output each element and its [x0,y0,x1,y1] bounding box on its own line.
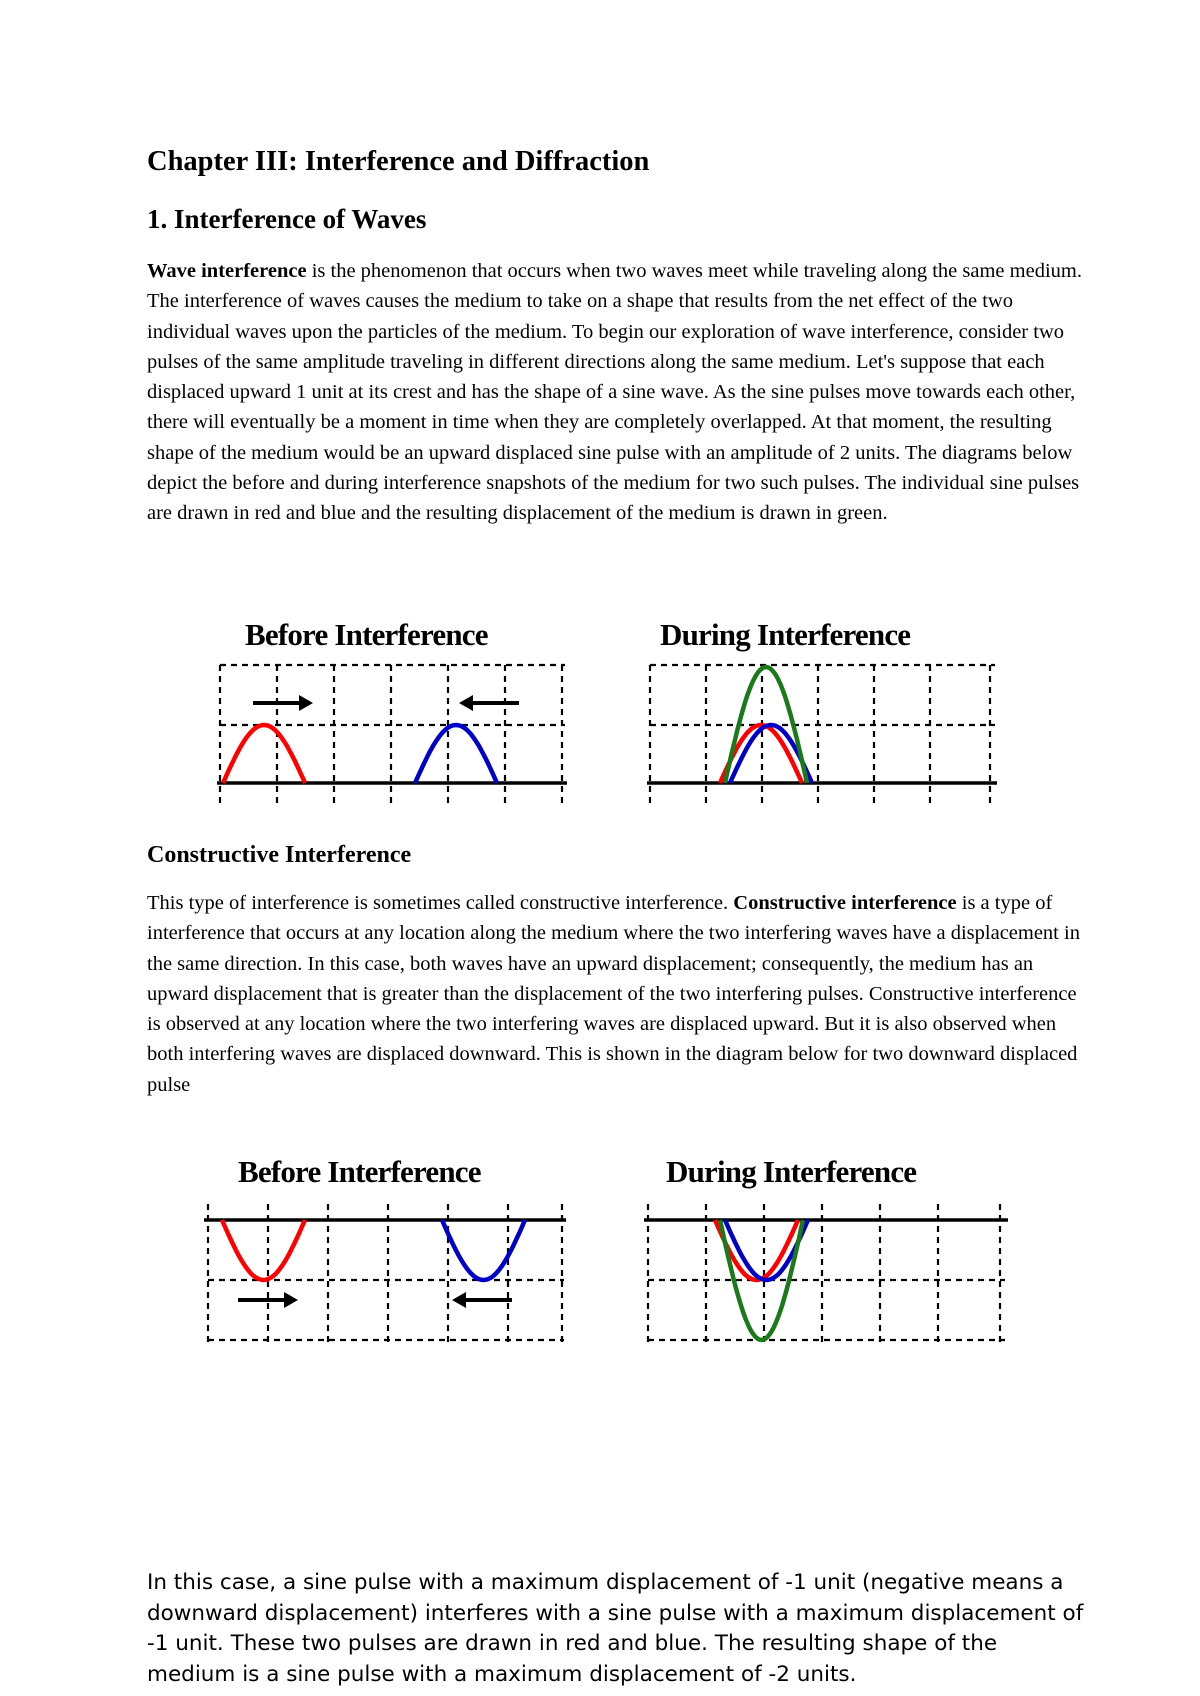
section-heading: 1. Interference of Waves [147,204,427,234]
wave-interference-term: Wave interference [147,260,307,282]
panel-during-upward [647,617,997,803]
figure-downward-pulses [200,1148,1015,1348]
chapter-title: Chapter III: Interference and Diffraction [147,146,650,177]
during-interference-title: During Interference [660,617,911,652]
red-pulse [223,725,305,783]
panel-before-upward [217,617,567,803]
red-pulse [222,1220,305,1280]
intro-paragraph-text: is the phenomenon that occurs when two waves meet while traveling along the same medium. The interference of waves causes the medium to take on a shape that results from the net effect of the two individual waves upon the particles of the medium. To begin our exploration of wave interference, consider two pulses of the same amplitude traveling in different directions along the same medium. Let's suppose that each displaced upward 1 unit at its crest and has the shape of a sine wave. As the sine pulses move towards each other, there will eventually be a moment in time when they are completely overlapped. At that moment, the resulting shape of the medium would be an upward displaced sine pulse with an amplitude of 2 units. The diagrams below depict the before and during interference snapshots of the medium for two such pulses. The individual sine pulses are drawn in red and blue and the resulting displacement of the medium is drawn in green. [147,260,1082,525]
during-interference-title: During Interference [666,1154,917,1189]
constructive-interference-heading: Constructive Interference [147,842,412,868]
before-interference-title: Before Interference [245,617,488,652]
downward-case-paragraph: In this case, a sine pulse with a maximum displacement of -1 unit (negative means a downward displacement) interferes with a sine pulse with a maximum displacement of -1 unit. These two pulses are drawn in red and blue. The resulting shape of the medium is a sine pulse with a maximum displacement of -2 units. [147,1570,1084,1687]
arrow-left [452,1292,512,1308]
panel-during-downward [644,1154,1008,1346]
before-interference-title: Before Interference [238,1154,481,1189]
blue-pulse [415,725,497,783]
panel-before-downward [204,1154,566,1346]
constructive-interference-term: Constructive interference [733,892,957,914]
blue-pulse [442,1220,525,1280]
constructive-intro: This type of interference is sometimes called constructive interference. [147,892,734,914]
constructive-paragraph-text: is a type of interference that occurs at any location along the medium where the two interfering waves have a displacement in the same direction. In this case, both waves have an upward displacement; consequently, the medium has an upward displacement that is greater than the displacement of the two interfering pulses. Constructive interference is observed at any location where the two interfering waves are displaced upward. But it is also observed when both interfering waves are displaced downward. This is shown in the diagram below for two downward displaced pulse [147,892,1080,1096]
arrow-right [253,695,313,711]
figure-upward-pulses [205,615,1015,805]
arrow-left [459,695,519,711]
constructive-paragraph [147,888,1082,1100]
intro-paragraph [147,256,1082,529]
